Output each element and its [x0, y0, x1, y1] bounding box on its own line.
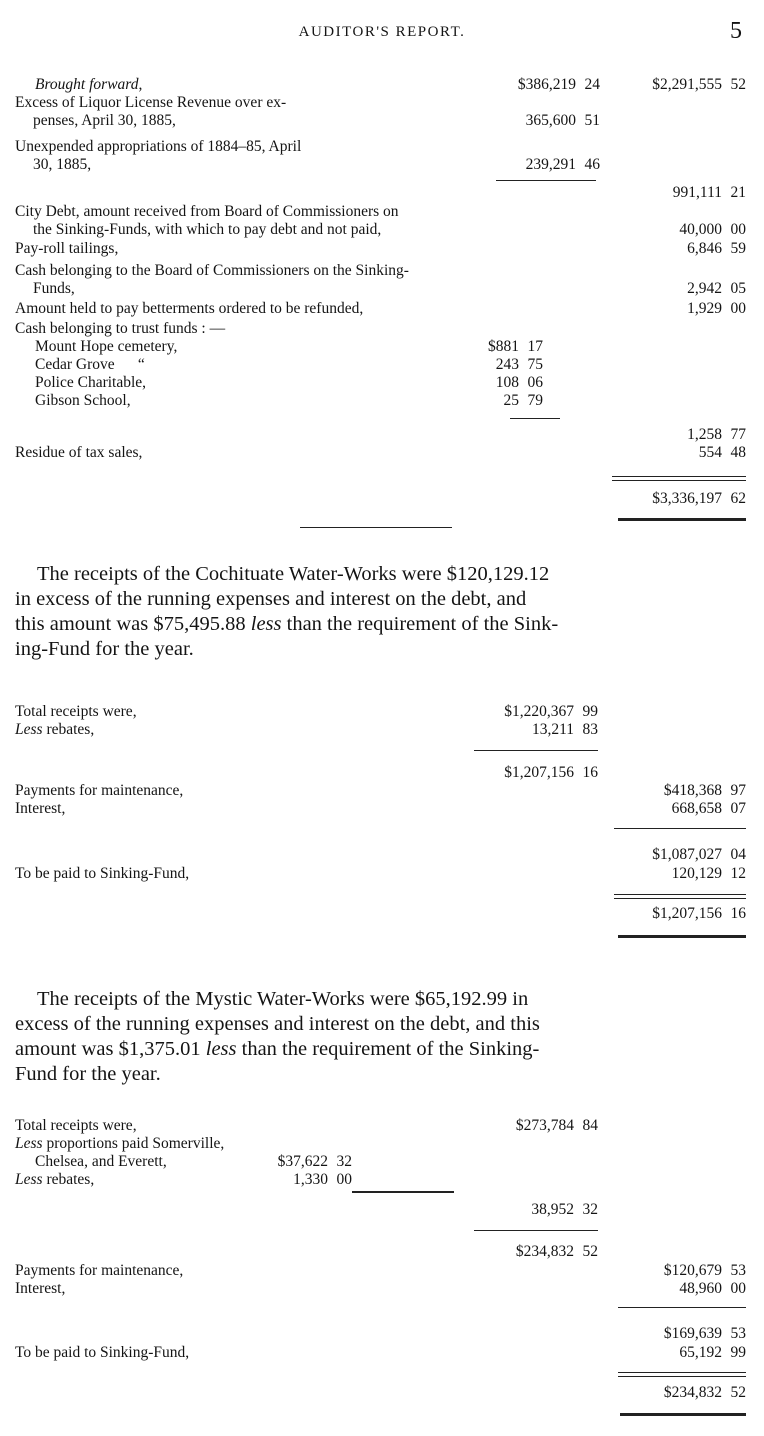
amount: 554 48 — [698, 444, 746, 461]
divider — [612, 476, 746, 477]
amount: 1,929 00 — [687, 300, 746, 317]
trust-total-row — [0, 426, 764, 444]
amount: 2,942 05 — [687, 280, 746, 297]
divider — [618, 1307, 746, 1308]
total-row — [0, 1384, 764, 1402]
deductions-row — [0, 1201, 764, 1219]
amount: 13,211 83 — [531, 721, 598, 738]
amount: 1,258 77 — [687, 426, 746, 443]
residue-label: Residue of tax sales, — [15, 444, 143, 461]
total-underline — [618, 935, 746, 938]
amount: 65,192 99 — [679, 1344, 746, 1361]
paragraph-line: amount was $1,375.01 less than the requirement of the Sinking- — [15, 1038, 540, 1060]
amount: $2,291,555 52 — [652, 76, 746, 93]
paragraph-line: ing-Fund for the year. — [15, 638, 194, 660]
paragraph-line: Fund for the year. — [15, 1063, 161, 1085]
amount: $37,622 32 — [277, 1153, 352, 1170]
amount: $418,368 97 — [663, 782, 746, 799]
divider — [510, 418, 560, 419]
total-row — [0, 905, 764, 923]
sinking-row — [0, 865, 764, 883]
paragraph-line: The receipts of the Cochituate Water-Works were $120,129.12 — [37, 563, 550, 585]
proportions-label-1: Less proportions paid Somerville, — [15, 1135, 225, 1152]
interest-row — [0, 800, 764, 818]
city-debt-row-1 — [0, 203, 764, 221]
paragraph-line: in excess of the running expenses and interest on the debt, and — [15, 588, 527, 610]
trust-item-row — [0, 338, 764, 356]
amount: $120,679 53 — [663, 1262, 746, 1279]
total-receipts-row — [0, 703, 764, 721]
amount: 243 75 — [495, 356, 543, 373]
trust-item-row — [0, 356, 764, 374]
amount: $234,832 52 — [515, 1243, 598, 1260]
proportions-label-2: Chelsea, and Everett, — [35, 1153, 167, 1170]
amount: 668,658 07 — [671, 800, 746, 817]
sinking-label: To be paid to Sinking-Fund, — [15, 865, 190, 882]
amount: 991,111 21 — [672, 184, 746, 201]
trust-item-row — [0, 392, 764, 410]
amount: 38,952 32 — [531, 1201, 598, 1218]
cash-board-row-1 — [0, 262, 764, 280]
grand-total: $3,336,197 62 — [652, 490, 746, 507]
maintenance-label: Payments for maintenance, — [15, 1262, 184, 1279]
divider — [618, 1372, 746, 1373]
page-header — [0, 18, 764, 48]
section-separator — [300, 527, 452, 528]
total-receipts-label: Total receipts were, — [15, 1117, 137, 1134]
page-number: 5 — [730, 18, 742, 44]
trust-heading: Cash belonging to trust funds : — — [15, 320, 226, 337]
brought-forward-label: Brought forward, — [35, 76, 143, 93]
sinking-label: To be paid to Sinking-Fund, — [15, 1344, 190, 1361]
divider — [496, 180, 596, 181]
amount: $1,220,367 99 — [504, 703, 598, 720]
city-debt-row-2 — [0, 221, 764, 239]
cochituate-paragraph — [15, 562, 747, 662]
sum-row — [0, 846, 764, 864]
paragraph-line: The receipts of the Mystic Water-Works were $65,192.99 in — [37, 988, 529, 1010]
residue-row — [0, 444, 764, 462]
trust-item-label: Mount Hope cemetery, — [35, 338, 178, 355]
total-underline — [620, 1413, 746, 1416]
unexpended-label-2: 30, 1885, — [33, 156, 92, 173]
amount: $1,087,027 04 — [652, 846, 746, 863]
grand-total-row — [0, 490, 764, 508]
trust-item-row — [0, 374, 764, 392]
payroll-label: Pay-roll tailings, — [15, 240, 119, 257]
section-total: $234,832 52 — [663, 1384, 746, 1401]
paragraph-line: this amount was $75,495.88 less than the requirement of the Sink- — [15, 613, 559, 635]
payroll-row — [0, 240, 764, 258]
trust-heading-row — [0, 320, 764, 338]
cash-board-row-2 — [0, 280, 764, 298]
divider — [614, 898, 746, 899]
maintenance-row — [0, 1262, 764, 1280]
betterments-row — [0, 300, 764, 318]
interest-label: Interest, — [15, 1280, 66, 1297]
sum-row — [0, 1325, 764, 1343]
city-debt-label-2: the Sinking-Funds, with which to pay debt and not paid, — [33, 221, 382, 238]
divider — [474, 750, 598, 751]
amount: $386,219 24 — [517, 76, 600, 93]
divider — [614, 894, 746, 895]
amount: 239,291 46 — [525, 156, 600, 173]
liquor-row-1 — [0, 94, 764, 112]
amount: 108 06 — [495, 374, 543, 391]
total-receipts-row — [0, 1117, 764, 1135]
divider — [474, 1230, 598, 1231]
unexpended-label-1: Unexpended appropriations of 1884–85, April — [15, 138, 302, 155]
rebates-label: Less rebates, — [15, 721, 95, 738]
city-debt-label-1: City Debt, amount received from Board of Commissioners on — [15, 203, 399, 220]
paragraph-line: excess of the running expenses and interest on the debt, and this — [15, 1013, 540, 1035]
amount: $881 17 — [488, 338, 543, 355]
amount: 6,846 59 — [687, 240, 746, 257]
divider — [352, 1191, 454, 1193]
betterments-label: Amount held to pay betterments ordered to be refunded, — [15, 300, 364, 317]
amount: $1,207,156 16 — [504, 764, 598, 781]
section-total: $1,207,156 16 — [652, 905, 746, 922]
amount: 1,330 00 — [293, 1171, 352, 1188]
cash-board-label-1: Cash belonging to the Board of Commissioners on the Sinking- — [15, 262, 409, 279]
rebates-row — [0, 721, 764, 739]
rebates-row — [0, 1171, 764, 1189]
trust-item-label: Gibson School, — [35, 392, 131, 409]
cash-board-label-2: Funds, — [33, 280, 75, 297]
proportions-row-1 — [0, 1135, 764, 1153]
amount: 48,960 00 — [679, 1280, 746, 1297]
total-underline — [618, 518, 746, 521]
amount: 365,600 51 — [525, 112, 600, 129]
maintenance-label: Payments for maintenance, — [15, 782, 184, 799]
sinking-row — [0, 1344, 764, 1362]
unexpended-row-2 — [0, 156, 764, 174]
liquor-label-2: penses, April 30, 1885, — [33, 112, 176, 129]
interest-row — [0, 1280, 764, 1298]
trust-item-label: Cedar Grove “ — [35, 356, 145, 373]
total-receipts-label: Total receipts were, — [15, 703, 137, 720]
amount: 120,129 12 — [671, 865, 746, 882]
amount: 40,000 00 — [679, 221, 746, 238]
rebates-label: Less rebates, — [15, 1171, 95, 1188]
trust-item-label: Police Charitable, — [35, 374, 147, 391]
amount: $273,784 84 — [515, 1117, 598, 1134]
amount: $169,639 53 — [663, 1325, 746, 1342]
divider — [618, 1376, 746, 1377]
brought-forward-row — [0, 76, 764, 94]
net-row — [0, 1243, 764, 1261]
liquor-row-2 — [0, 112, 764, 130]
running-title: AUDITOR'S REPORT. — [298, 24, 466, 40]
net-row — [0, 764, 764, 782]
maintenance-row — [0, 782, 764, 800]
proportions-row-2 — [0, 1153, 764, 1171]
mystic-paragraph — [15, 987, 747, 1087]
divider — [614, 828, 746, 829]
subtotal-row — [0, 184, 764, 202]
amount: 25 79 — [503, 392, 543, 409]
interest-label: Interest, — [15, 800, 66, 817]
divider — [612, 480, 746, 481]
unexpended-row-1 — [0, 138, 764, 156]
liquor-label-1: Excess of Liquor License Revenue over ex- — [15, 94, 287, 111]
